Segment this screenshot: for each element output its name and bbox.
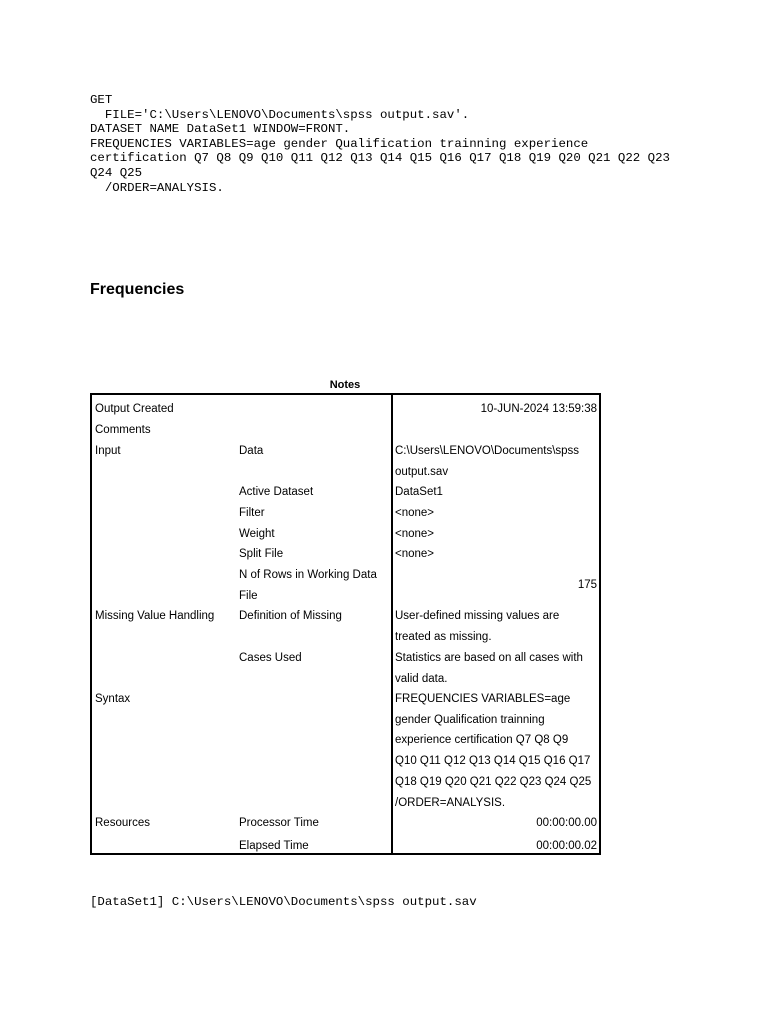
data-value: C:\Users\LENOVO\Documents\spss output.sav bbox=[395, 445, 580, 478]
output-created-label: Output Created bbox=[95, 403, 174, 415]
cases-used-value: Statistics are based on all cases with valid data. bbox=[395, 652, 583, 685]
resources-label: Resources bbox=[95, 817, 150, 829]
output-created-value: 10-JUN-2024 13:59:38 bbox=[480, 403, 597, 415]
notes-title: Notes bbox=[329, 379, 361, 391]
syntax-block: GET FILE='C:\Users\LENOVO\Documents\spss output.sav'. DATASET NAME DataSet1 WINDOW=FRONT. FREQUENCIES VARIABLES=age gender Qualification trainning experience certification Q7 Q8 Q9 Q10 Q11 Q12 Q13 Q14 Q15 Q16 Q17 Q18 Q19 Q20 Q21 Q22 Q23 Q24 Q25 /ORDER=ANALYSIS. bbox=[90, 93, 670, 195]
syntax-label: Syntax bbox=[95, 693, 131, 705]
split-file-label: Split File bbox=[239, 548, 284, 560]
elapsed-time-value: 00:00:00.02 bbox=[536, 840, 597, 852]
definition-of-missing-label: Definition of Missing bbox=[239, 610, 342, 622]
n-rows-value: 175 bbox=[577, 579, 597, 591]
data-label: Data bbox=[239, 445, 264, 457]
dataset-line: [DataSet1] C:\Users\LENOVO\Documents\spss output.sav bbox=[90, 895, 477, 909]
comments-label: Comments bbox=[95, 424, 151, 436]
active-dataset-value: DataSet1 bbox=[395, 486, 443, 498]
missing-value-handling-label: Missing Value Handling bbox=[95, 610, 215, 622]
input-label: Input bbox=[95, 445, 121, 457]
processor-time-value: 00:00:00.00 bbox=[536, 817, 597, 829]
weight-value: <none> bbox=[395, 528, 435, 540]
elapsed-time-label: Elapsed Time bbox=[239, 840, 309, 852]
weight-label: Weight bbox=[239, 528, 275, 540]
active-dataset-label: Active Dataset bbox=[239, 486, 314, 498]
split-file-value: <none> bbox=[395, 548, 435, 560]
n-rows-label: N of Rows in Working Data File bbox=[239, 569, 377, 602]
page-heading: Frequencies bbox=[90, 281, 185, 298]
cases-used-label: Cases Used bbox=[239, 652, 302, 664]
definition-of-missing-value: User-defined missing values are treated as missing. bbox=[395, 610, 560, 643]
notes-column-divider bbox=[391, 395, 393, 853]
filter-label: Filter bbox=[239, 507, 265, 519]
filter-value: <none> bbox=[395, 507, 435, 519]
syntax-value: FREQUENCIES VARIABLES=age gender Qualification trainning experience certification Q7 Q8 Q9 Q10 Q11 Q12 Q13 Q14 Q15 Q16 Q17 Q18 Q19 Q20 Q21 Q22 Q23 Q24 Q25 /ORDER=ANALYSIS. bbox=[395, 693, 592, 809]
notes-table bbox=[90, 393, 601, 855]
processor-time-label: Processor Time bbox=[239, 817, 319, 829]
